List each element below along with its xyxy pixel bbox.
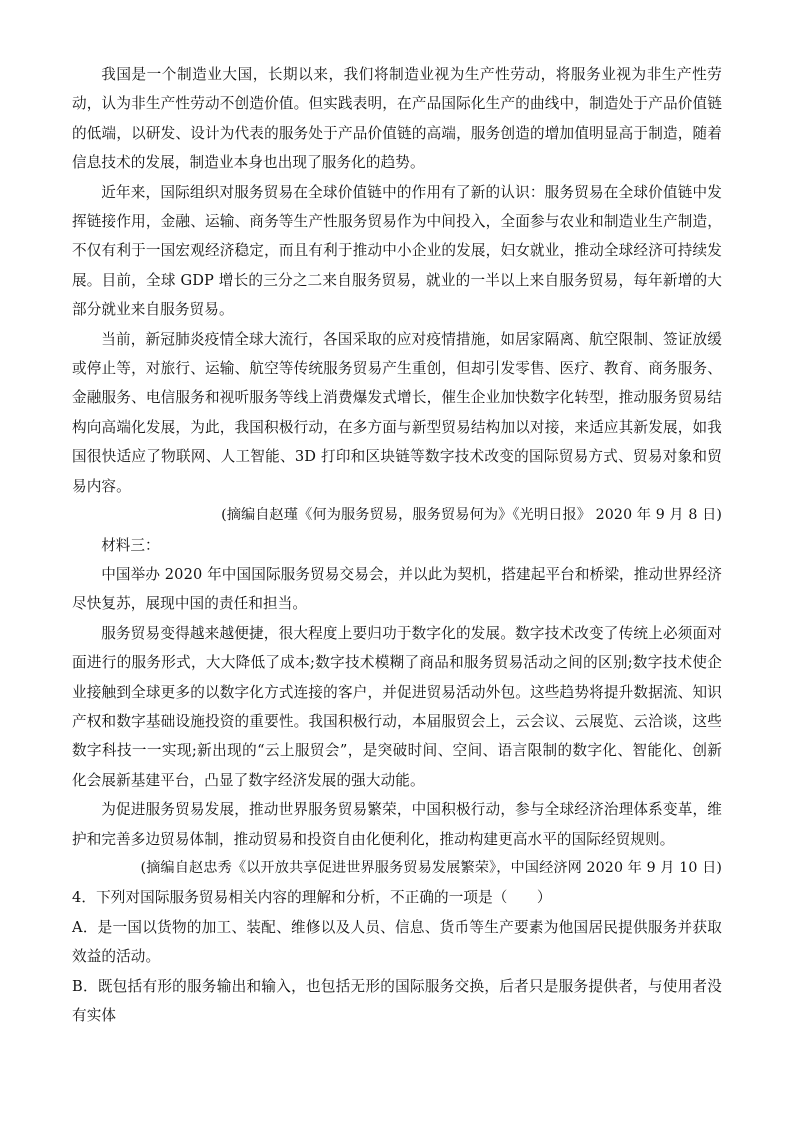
paragraph-digitalization: 服务贸易变得越来越便捷，很大程度上要归功于数字化的发展。数字技术改变了传统上必须面对面进行的服务形式，大大降低了成本;数字技术模糊了商品和服务贸易活动之间的区别;数字技术使企业接触到全球更多的以数字化方式连接的客户，并促进贸易活动外包。这些趋势将提升数据流、知识产权和数字基础设施投资的重要性。我国积极行动，本届服贸会上，云会议、云展览、云洽谈，这些数字科技一一实现;新出现的“云上服贸会”，是突破时间、空间、语言限制的数字化、智能化、创新化会展新基建平台，凸显了数字经济发展的强大动能。 bbox=[72, 624, 722, 789]
document-page bbox=[72, 60, 722, 1030]
source-citation-1: (摘编自赵瑾《何为服务贸易，服务贸易何为》《光明日报》 2020 年 9 月 8 日) bbox=[221, 507, 722, 524]
paragraph-global-value-chain: 近年来，国际组织对服务贸易在全球价值链中的作用有了新的认识：服务贸易在全球价值链中发挥链接作用，金融、运输、商务等生产性服务贸易作为中间投入，全面参与农业和制造业生产制造，不仅有利于一国宏观经济稳定，而且有利于推动中小企业的发展，妇女就业，推动全球经济可持续发展。目前，全球 GDP 增长的三分之二来自服务贸易，就业的一半以上来自服务贸易，每年新增的大部分就业来自服务贸易。 bbox=[72, 183, 722, 319]
paragraph-trade-fair: 中国举办 2020 年中国国际服务贸易交易会，并以此为契机，搭建起平台和桥梁，推动世界经济尽快复苏，展现中国的责任和担当。 bbox=[72, 565, 722, 613]
question-stem: 4．下列对国际服务贸易相关内容的理解和分析，不正确的一项是（ ） bbox=[72, 889, 552, 907]
option-b: B．既包括有形的服务输出和输入，也包括无形的国际服务交换，后者只是服务提供者，与使用者没有实体 bbox=[72, 977, 722, 1024]
material-three-label: 材料三： bbox=[101, 536, 160, 554]
option-a: A．是一国以货物的加工、装配、维修以及人员、信息、货币等生产要素为他国居民提供服务并获取效益的活动。 bbox=[72, 918, 722, 966]
paragraph-manufacturing: 我国是一个制造业大国，长期以来，我们将制造业视为生产性劳动，将服务业视为非生产性劳动，认为非生产性劳动不创造价值。但实践表明，在产品国际化生产的曲线中，制造处于产品价值链的低端，以研发、设计为代表的服务处于产品价值链的高端，服务创造的增加值明显高于制造，随着信息技术的发展，制造业本身也出现了服务化的趋势。 bbox=[72, 66, 722, 172]
paragraph-promotion: 为促进服务贸易发展，推动世界服务贸易繁荣，中国积极行动，参与全球经济治理体系变革，维护和完善多边贸易体制，推动贸易和投资自由化便利化，推动构建更高水平的国际经贸规则。 bbox=[72, 801, 722, 848]
paragraph-pandemic: 当前，新冠肺炎疫情全球大流行，各国采取的应对疫情措施，如居家隔离、航空限制、签证放缓或停止等，对旅行、运输、航空等传统服务贸易产生重创，但却引发零售、医疗、教育、商务服务、金融服务、电信服务和视听服务等线上消费爆发式增长，催生企业加快数字化转型，推动服务贸易结构向高端化发展，为此，我国积极行动，在多方面与新型贸易结构加以对接，来适应其新发展，如我国很快适应了物联网、人工智能、3D 打印和区块链等数字技术改变的国际贸易方式、贸易对象和贸易内容。 bbox=[72, 330, 722, 495]
source-citation-2: (摘编自赵忠秀《以开放共享促进世界服务贸易发展繁荣》，中国经济网 2020 年 9 月 10 日) bbox=[140, 859, 722, 876]
